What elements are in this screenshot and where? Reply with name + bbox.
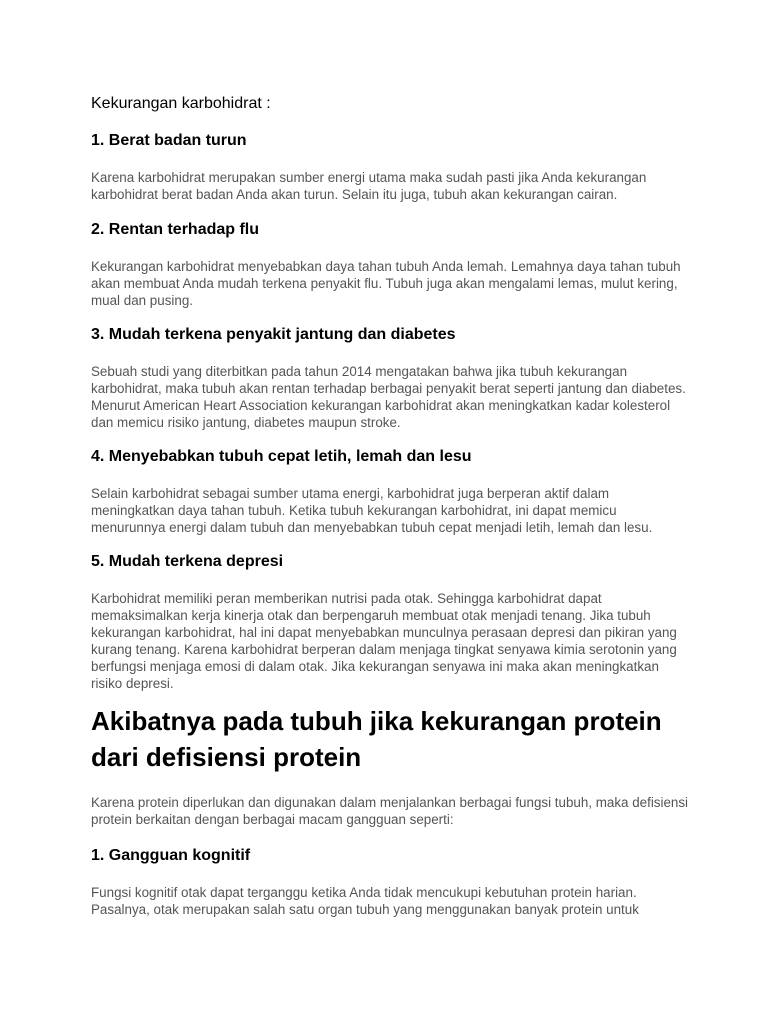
section-text-rentan-flu: Kekurangan karbohidrat menyebabkan daya tahan tubuh Anda lemah. Lemahnya daya tahan tubuh akan membuat Anda mudah terkena penyakit flu. Tubuh juga akan mengalami lemas, mulut kering, mual dan pusing. (91, 259, 681, 308)
section-text-depresi: Karbohidrat memiliki peran memberikan nutrisi pada otak. Sehingga karbohidrat dapat memaksimalkan kerja kinerja otak dan berpengaruh membuat otak menjadi tenang. Jika tubuh kekurangan karbohidrat, hal ini dapat menyebabkan munculnya perasaan depresi dan pikiran yang kurang tenang. Karena karbohidrat berperan dalam menjaga tingkat senyawa kimia serotonin yang berfungsi menjaga emosi di dalam otak. Jika kekurangan senyawa ini maka akan meningkatkan risiko depresi. (91, 591, 677, 691)
section-text-berat-badan: Karena karbohidrat merupakan sumber energi utama maka sudah pasti jika Anda kekurangan karbohidrat berat badan Anda akan turun. Selain itu juga, tubuh akan kekurangan cairan. (91, 170, 647, 202)
section-title-jantung-diabetes: 3. Mudah terkena penyakit jantung dan diabetes (91, 326, 456, 343)
protein-intro: Karena protein diperlukan dan digunakan dalam menjalankan berbagai fungsi tubuh, maka defisiensi protein berkaitan dengan berbagai macam gangguan seperti: (91, 795, 689, 827)
section-text-letih-lemah-lesu: Selain karbohidrat sebagai sumber utama energi, karbohidrat juga berperan aktif dalam meningkatkan daya tahan tubuh. Ketika tubuh kekurangan karbohidrat, ini dapat memicu menurunnya energi dalam tubuh dan menyebabkan tubuh cepat menjadi letih, lemah dan lesu. (91, 486, 653, 535)
protein-heading: Akibatnya pada tubuh jika kekurangan protein dari defisiensi protein (91, 706, 662, 772)
section-title-gangguan-kognitif: 1. Gangguan kognitif (91, 847, 251, 864)
section-text-jantung-diabetes: Sebuah studi yang diterbitkan pada tahun 2014 mengatakan bahwa jika tubuh kekurangan karbohidrat, maka tubuh akan rentan terhadap berbagai penyakit berat seperti jantung dan diabetes. Menurut American Heart Association kekurangan karbohidrat akan meningkatkan kadar kolesterol dan memicu risiko jantung, diabetes maupun stroke. (91, 364, 686, 430)
intro-heading: Kekurangan karbohidrat : (91, 95, 271, 112)
section-title-berat-badan: 1. Berat badan turun (91, 132, 247, 149)
section-text-gangguan-kognitif: Fungsi kognitif otak dapat terganggu ketika Anda tidak mencukupi kebutuhan protein harian. Pasalnya, otak merupakan salah satu organ tubuh yang menggunakan banyak protein untuk (91, 885, 639, 917)
section-title-rentan-flu: 2. Rentan terhadap flu (91, 221, 260, 238)
section-title-letih-lemah-lesu: 4. Menyebabkan tubuh cepat letih, lemah dan lesu (91, 448, 472, 465)
section-title-depresi: 5. Mudah terkena depresi (91, 553, 284, 570)
